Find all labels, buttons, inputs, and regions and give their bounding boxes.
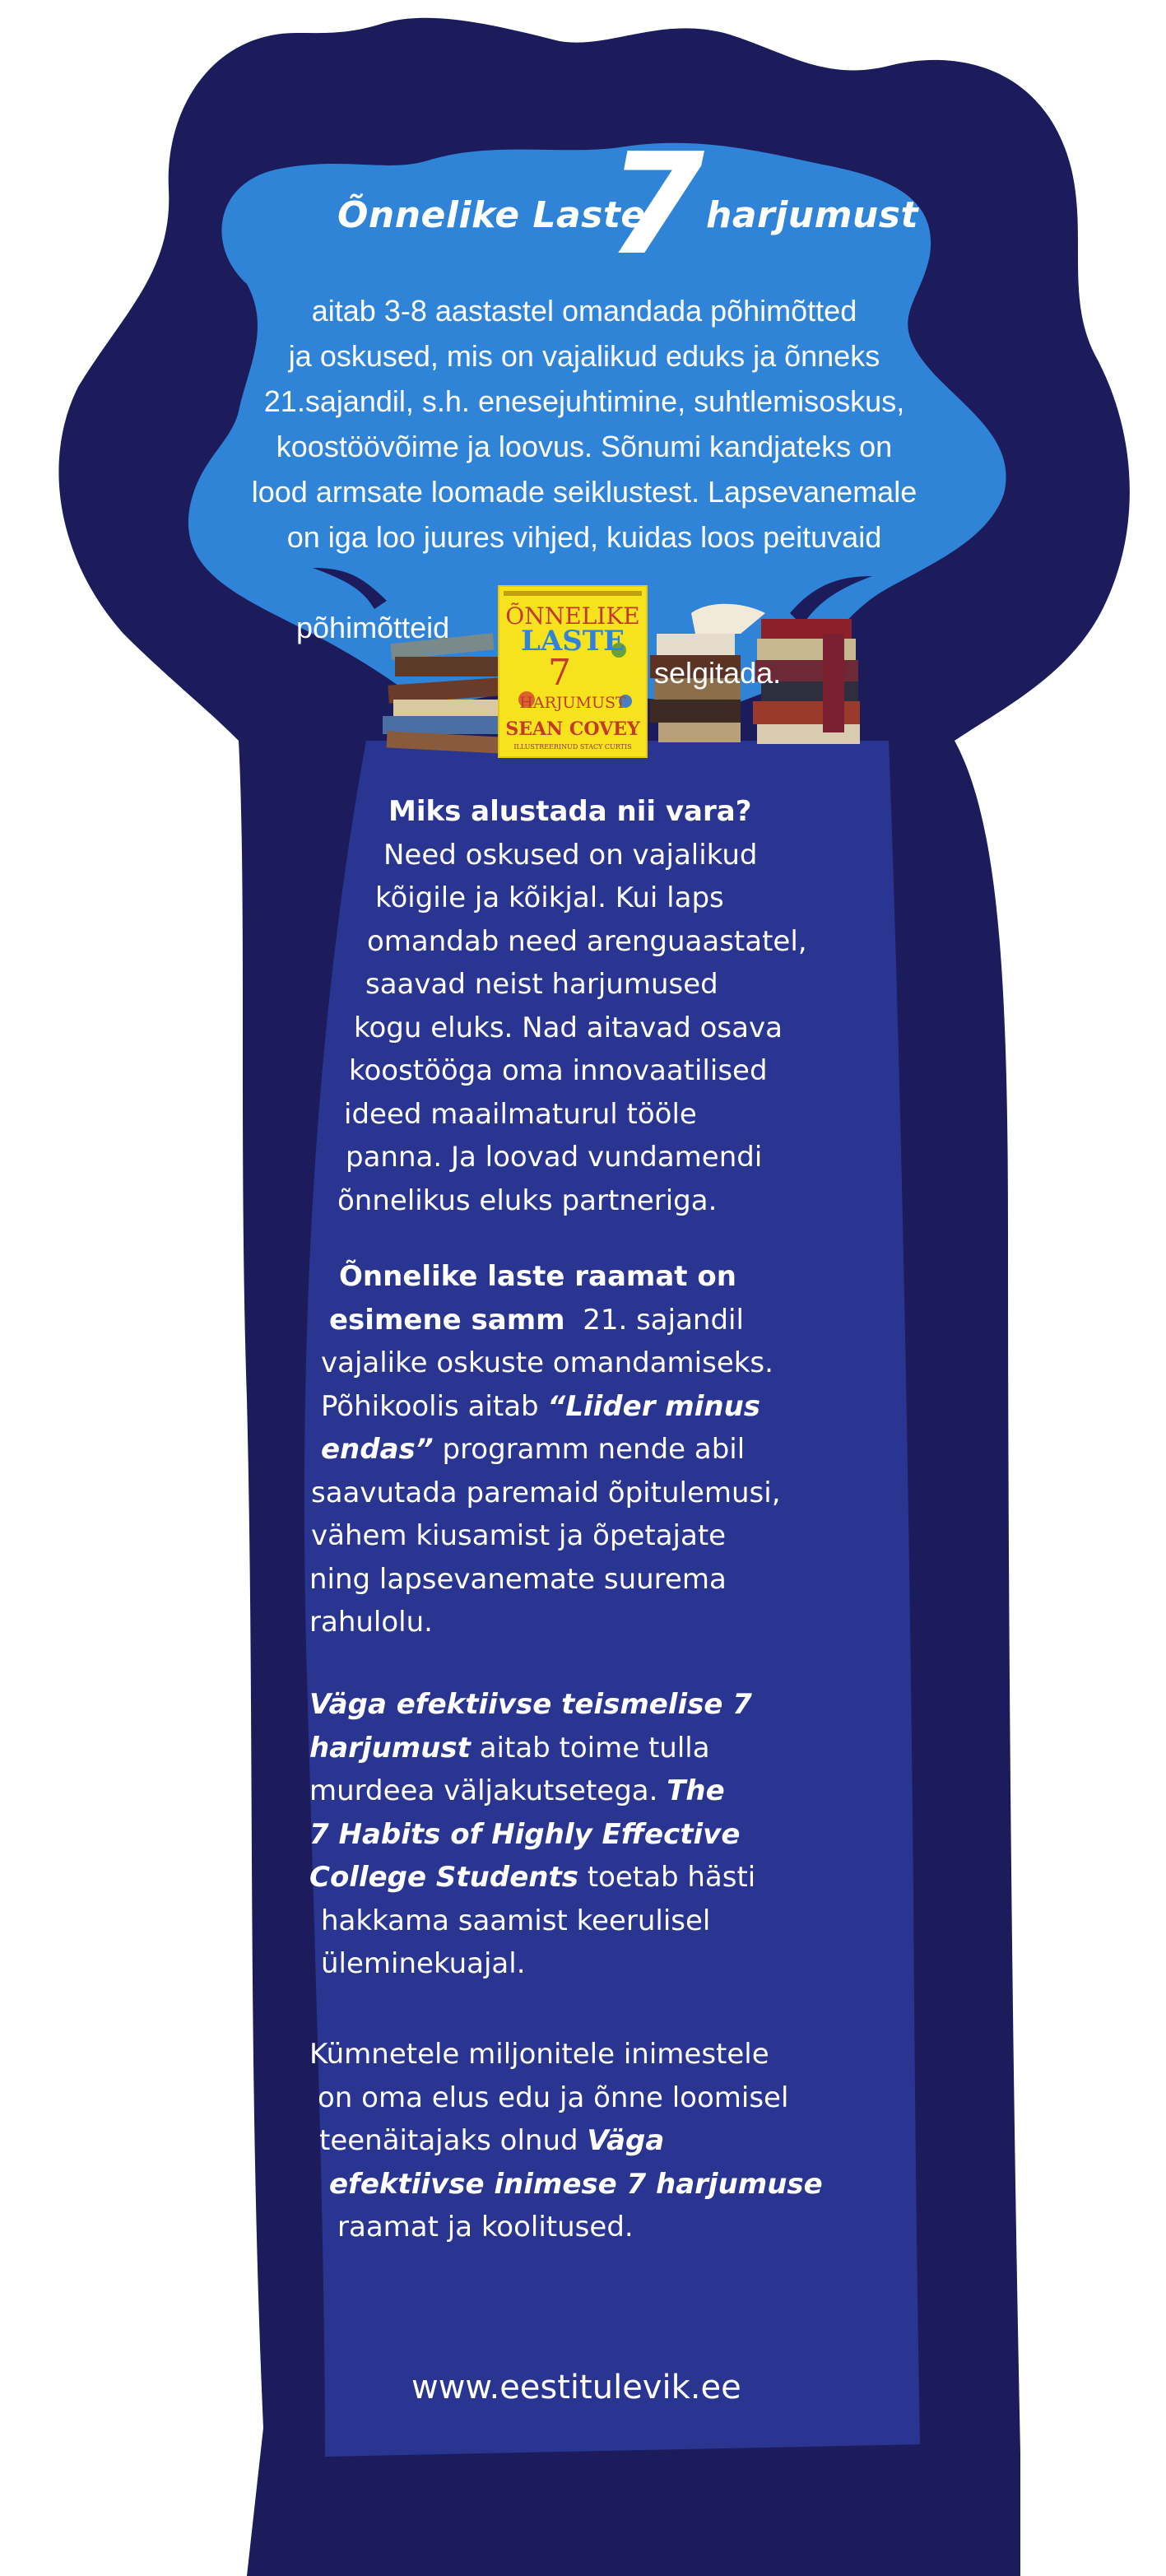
section-why-early [304, 790, 880, 1222]
text-line: üleminekuajal. [321, 1947, 526, 1980]
text-line: Kümnetele miljonitele inimestele [309, 2038, 769, 2071]
text-bold: endas” [321, 1433, 434, 1466]
text-normal: programm nende abil [433, 1433, 746, 1466]
text-line: vajalike oskuste omandamiseks. [321, 1346, 773, 1379]
headline [0, 123, 1166, 286]
text-bold: Väga [587, 2124, 665, 2157]
intro-line: ja oskused, mis on vajalikud eduks ja õnneks [288, 339, 880, 373]
text-line [304, 1769, 880, 1813]
text-normal: toetab hästi [578, 1861, 756, 1894]
intro-line: aitab 3-8 aastastel omandada põhimõtted [311, 294, 857, 328]
text-line: omandab need arenguaastatel, [367, 924, 807, 958]
text-line: Need oskused on vajalikud [383, 838, 758, 872]
intro-last-left: põhimõtteid [296, 611, 450, 644]
book-number: 7 [548, 652, 571, 694]
book-illustrator: ILLUSTREERINUD STACY CURTIS [513, 743, 632, 751]
text-normal: aitab toime tulla [470, 1731, 710, 1765]
text-bold: The [667, 1774, 725, 1807]
intro-line: lood armsate loomade seiklustest. Lapsevanemale [251, 475, 917, 509]
title-left: Õnnelike Laste [337, 194, 646, 236]
section-teens [304, 1683, 880, 1986]
text-normal: teenäitajaks olnud [319, 2124, 588, 2157]
text-line: saavad neist harjumused [365, 968, 718, 1001]
text-line [304, 1428, 880, 1472]
text-line: ning lapsevanemate suurema [309, 1562, 727, 1596]
title-number: 7 [607, 123, 705, 286]
text-line: on oma elus edu ja õnne loomisel [318, 2081, 789, 2114]
section-heading: Miks alustada nii vara? [388, 795, 752, 828]
text-line: Väga efektiivse teismelise 7 [309, 1688, 752, 1721]
text-line: kogu eluks. Nad aitavad osava [354, 1011, 783, 1044]
text-normal: murdeea väljakutsetega. [309, 1774, 667, 1807]
intro-line: koostöövõime ja loovus. Sõnumi kandjateks on [276, 430, 893, 463]
title-right: harjumust [706, 194, 919, 236]
text-line: ideed maailmaturul tööle [344, 1097, 697, 1131]
text-line: rahulolu. [309, 1606, 433, 1639]
text-line: kõigile ja kõikjal. Kui laps [375, 881, 724, 914]
text-line [304, 1385, 880, 1429]
text-line: efektiivse inimese 7 harjumuse [329, 2167, 823, 2201]
book-author: SEAN COVEY [505, 718, 640, 740]
book-title-mid: LASTE [520, 625, 625, 658]
intro-line: 21.sajandil, s.h. enesejuhtimine, suhtlemisoskus, [263, 384, 905, 418]
text-bold: College Students [309, 1861, 578, 1894]
text-line: õnnelikus eluks partneriga. [337, 1183, 718, 1217]
text-line: 7 Habits of Highly Effective [309, 1817, 741, 1851]
website-url[interactable]: www.eestitulevik.ee [411, 2369, 741, 2406]
section-adults [304, 2033, 880, 2249]
intro-last-right: selgitada. [654, 656, 782, 690]
text-line: Õnnelike laste raamat on [339, 1260, 736, 1293]
text-line: koostööga oma innovaatilised [349, 1054, 768, 1087]
text-normal: Põhikoolis aitab [321, 1389, 548, 1423]
text-bold: harjumust [309, 1731, 471, 1765]
book-title-top: ÕNNELIKE [505, 602, 640, 630]
text-line [304, 1727, 880, 1770]
book-title-bottom: HARJUMUST [519, 694, 626, 712]
text-line: hakkama saamist keerulisel [321, 1904, 711, 1937]
text-line: raamat ja koolitused. [337, 2211, 634, 2244]
text-bold: “Liider minus [547, 1389, 761, 1423]
intro-line: on iga loo juures vihjed, kuidas loos peituvaid [286, 520, 882, 554]
text-normal: 21. sajandil [564, 1303, 744, 1337]
text-line [304, 1299, 880, 1342]
text-line [304, 1856, 880, 1899]
text-line: vähem kiusamist ja õpetajate [311, 1519, 727, 1552]
text-line: saavutada paremaid õpitulemusi, [311, 1476, 781, 1509]
section-happy-kids-book [304, 1255, 880, 1644]
text-line [304, 2119, 880, 2163]
text-line: panna. Ja loovad vundamendi [346, 1141, 763, 1174]
text-bold: esimene samm [329, 1303, 565, 1337]
